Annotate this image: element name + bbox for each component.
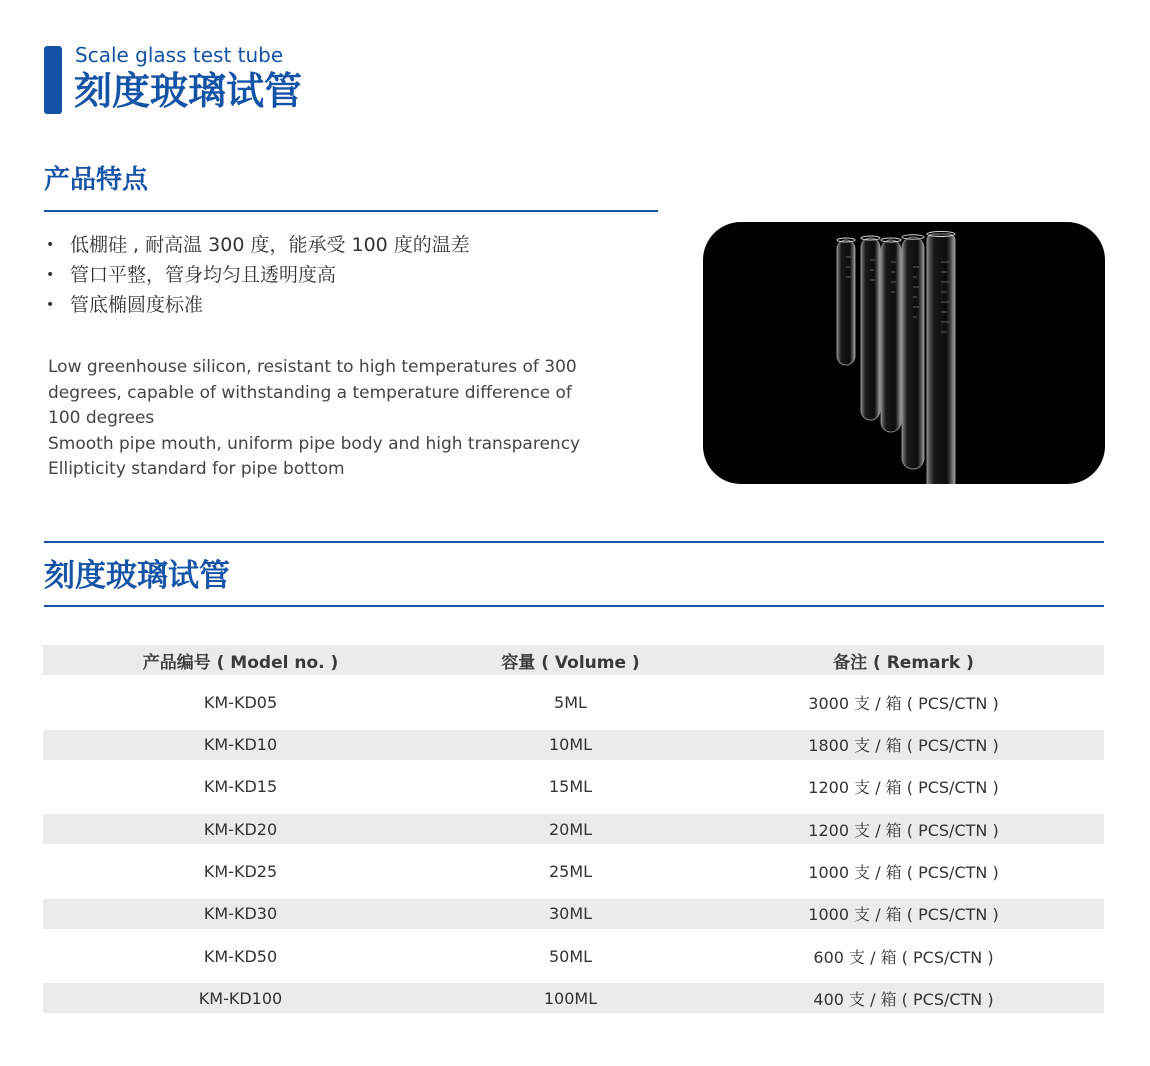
table-top-divider [44,541,1104,543]
volume-cell: 10ML [548,735,593,755]
remark-cell: 1000 支 / 箱 ( PCS/CTN ) [808,862,999,882]
model-cell: KM-KD10 [203,735,278,755]
column-header-volume: 容量 ( Volume ) [501,652,640,673]
table-row [43,687,1104,717]
model-cell: KM-KD20 [203,819,278,839]
title-chinese: 刻度玻璃试管 [74,69,303,113]
table-row [43,772,1104,802]
product-photo [703,222,1105,484]
remark-cell: 400 支 / 箱 ( PCS/CTN ) [813,989,994,1009]
column-header-remark: 备注 ( Remark ) [833,652,974,673]
model-cell: KM-KD25 [203,861,278,881]
english-line: Low greenhouse silicon, resistant to high temperatures of 300 degrees, capable of withstanding a temperature difference of 100 degrees [48,357,577,428]
table-row [43,941,1104,971]
column-header-model: 产品编号 ( Model no. ) [142,652,339,673]
table-bottom-divider [44,605,1104,607]
volume-cell: 15ML [548,777,593,797]
bullet-icon: • [46,297,55,313]
remark-cell: 1000 支 / 箱 ( PCS/CTN ) [808,905,999,925]
volume-cell: 30ML [548,904,593,924]
volume-cell: 5ML [554,692,587,712]
features-heading: 产品特点 [44,165,149,195]
table-row [43,983,1104,1013]
model-cell: KM-KD50 [203,946,278,966]
model-cell: KM-KD100 [198,988,283,1008]
remark-cell: 1200 支 / 箱 ( PCS/CTN ) [808,778,999,798]
volume-cell: 100ML [543,988,598,1008]
english-line: Smooth pipe mouth, uniform pipe body and high transparency [48,433,581,454]
test-tubes-illustration [703,222,1105,484]
feature-bullet-text: 低棚硅 , 耐高温 300 度，能承受 100 度的温差 [70,234,470,256]
feature-bullet-text: 管底椭圆度标准 [70,294,204,316]
feature-bullet [46,230,470,260]
remark-cell: 1800 支 / 箱 ( PCS/CTN ) [808,736,999,756]
model-cell: KM-KD15 [203,777,278,797]
title-english: Scale glass test tube [75,43,284,67]
model-cell: KM-KD05 [203,692,278,712]
test-tube-20ml [902,235,924,469]
table-row [43,856,1104,886]
remark-cell: 3000 支 / 箱 ( PCS/CTN ) [808,693,999,713]
table-row [43,899,1104,929]
product-table [43,645,1104,1026]
feature-bullet [46,260,470,290]
feature-bullet [46,290,470,320]
english-line: Ellipticity standard for pipe bottom [48,459,345,479]
table-row [43,814,1104,844]
test-tube-15ml [881,238,901,432]
volume-cell: 20ML [548,819,593,839]
volume-cell: 50ML [548,946,593,966]
test-tube-10ml [861,236,880,420]
feature-bullet-list [46,230,470,320]
bullet-icon: • [46,267,55,283]
features-divider [44,210,658,212]
table-heading: 刻度玻璃试管 [44,558,230,594]
bullet-icon: • [46,237,55,253]
test-tube-50ml [927,232,955,485]
features-english-description [48,355,608,483]
remark-cell: 1200 支 / 箱 ( PCS/CTN ) [808,820,999,840]
volume-cell: 25ML [548,861,593,881]
remark-cell: 600 支 / 箱 ( PCS/CTN ) [813,947,994,967]
feature-bullet-text: 管口平整，管身均匀且透明度高 [70,264,337,286]
table-row [43,730,1104,760]
table-header-row [43,645,1104,675]
model-cell: KM-KD30 [203,904,278,924]
title-accent-bar [44,46,62,114]
